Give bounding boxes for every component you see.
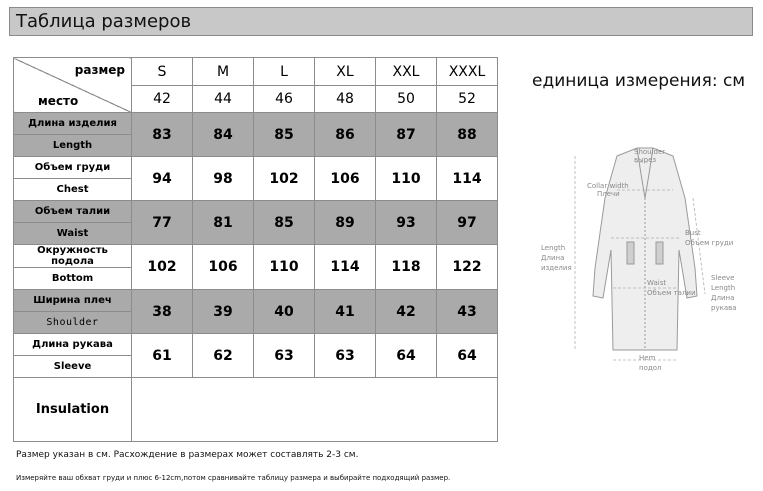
measurement-value: 85: [254, 201, 315, 245]
measurement-row: [14, 157, 498, 179]
place-cell: 44: [193, 86, 254, 113]
diagram-length-ru2: изделия: [541, 264, 572, 272]
diagram-sleeve-en2: Length: [711, 284, 736, 292]
measurement-value: 42: [376, 290, 437, 334]
measurement-label-ru: Объем груди: [14, 157, 132, 179]
measure-instruction: Измеряйте ваш обхват груди и плюс 6-12cm,потом сравнивайте таблицу размера и выбирайте подходящий размер.: [16, 474, 451, 482]
corner-cell: [14, 58, 132, 113]
measurement-label-ru: Объем талии: [14, 201, 132, 223]
measurement-value: 102: [254, 157, 315, 201]
measurement-value: 61: [132, 334, 193, 378]
measurement-label-en: Chest: [14, 179, 132, 201]
measurement-value: 110: [376, 157, 437, 201]
garment-outline: [593, 148, 697, 350]
measurement-label-ru: Длина изделия: [14, 113, 132, 135]
measurement-value: 122: [437, 245, 498, 290]
diagram-bust-ru: Объем груди: [685, 239, 734, 247]
diagram-hem-ru: подол: [639, 364, 662, 372]
diagram-sleeve-ru1: Длина: [711, 294, 735, 302]
insulation-label: Insulation: [14, 378, 132, 442]
diagram-sleeve-ru2: рукава: [711, 304, 737, 312]
diagram-waist-ru: Объем талии: [647, 289, 696, 297]
measurement-value: 63: [315, 334, 376, 378]
measurement-label-ru: Окружность подола: [14, 245, 132, 268]
corner-size-label: размер: [74, 63, 125, 77]
measurement-row: [14, 245, 498, 268]
place-cell: 50: [376, 86, 437, 113]
diagram-shoulder-en: Shoulder: [634, 148, 666, 156]
measurement-row: [14, 201, 498, 223]
place-cell: 42: [132, 86, 193, 113]
title-bar: [9, 7, 753, 36]
measurement-value: 94: [132, 157, 193, 201]
measurement-value: 102: [132, 245, 193, 290]
measurement-value: 64: [437, 334, 498, 378]
diagram-hem-en: Hem: [639, 354, 656, 362]
measurement-value: 86: [315, 113, 376, 157]
measurement-value: 40: [254, 290, 315, 334]
measurement-label-en: Waist: [14, 223, 132, 245]
corner-place-label: место: [38, 94, 79, 108]
measurement-value: 88: [437, 113, 498, 157]
measurement-value: 43: [437, 290, 498, 334]
size-cell: XL: [315, 58, 376, 86]
size-cell: L: [254, 58, 315, 86]
measurement-value: 41: [315, 290, 376, 334]
measurement-label-en: Shoulder: [14, 312, 132, 334]
measurement-value: 39: [193, 290, 254, 334]
size-note: Размер указан в см. Расхождение в размерах может составлять 2-3 см.: [16, 450, 359, 460]
measurement-label-ru: Длина рукава: [14, 334, 132, 356]
place-cell: 46: [254, 86, 315, 113]
diagram-shoulder-ru: вырез: [634, 156, 657, 164]
measurement-value: 77: [132, 201, 193, 245]
garment-diagram: [535, 138, 747, 378]
place-cell: 52: [437, 86, 498, 113]
measurement-value: 87: [376, 113, 437, 157]
measurement-value: 97: [437, 201, 498, 245]
measurement-row: [14, 290, 498, 312]
measurement-label-en: Bottom: [14, 268, 132, 290]
measurement-value: 114: [315, 245, 376, 290]
page-title: Таблица размеров: [16, 11, 192, 32]
diagram-collar-ru: Плечи: [597, 190, 620, 198]
size-table: [13, 57, 498, 442]
measurement-row: [14, 334, 498, 356]
measurement-value: 110: [254, 245, 315, 290]
measurement-value: 83: [132, 113, 193, 157]
size-cell: XXL: [376, 58, 437, 86]
measurement-value: 63: [254, 334, 315, 378]
measurement-value: 85: [254, 113, 315, 157]
measurement-value: 106: [193, 245, 254, 290]
diagram-length-ru1: Длина: [541, 254, 565, 262]
measurement-label-en: Length: [14, 135, 132, 157]
size-cell: S: [132, 58, 193, 86]
measurement-value: 81: [193, 201, 254, 245]
diagram-length-en: Length: [541, 244, 566, 252]
place-cell: 48: [315, 86, 376, 113]
measurement-value: 84: [193, 113, 254, 157]
insulation-value-cell: [132, 378, 498, 442]
size-cell: M: [193, 58, 254, 86]
measurement-value: 98: [193, 157, 254, 201]
diagram-bust-en: Bust: [685, 229, 701, 237]
measurement-value: 64: [376, 334, 437, 378]
diagram-collar-en: Collar width: [587, 182, 629, 190]
size-header-row: [14, 58, 498, 86]
measurement-value: 62: [193, 334, 254, 378]
measurement-value: 38: [132, 290, 193, 334]
diagram-waist-en: Waist: [647, 279, 667, 287]
unit-label: единица измерения: см: [532, 71, 746, 91]
measurement-label-ru: Ширина плеч: [14, 290, 132, 312]
measurement-value: 114: [437, 157, 498, 201]
measurement-value: 118: [376, 245, 437, 290]
size-table-body: [14, 58, 498, 442]
measurement-label-en: Sleeve: [14, 356, 132, 378]
size-cell: XXXL: [437, 58, 498, 86]
insulation-row: [14, 378, 498, 442]
diagram-sleeve-en1: Sleeve: [711, 274, 735, 282]
measurement-value: 106: [315, 157, 376, 201]
measurement-value: 89: [315, 201, 376, 245]
measurement-value: 93: [376, 201, 437, 245]
measurement-row: [14, 113, 498, 135]
